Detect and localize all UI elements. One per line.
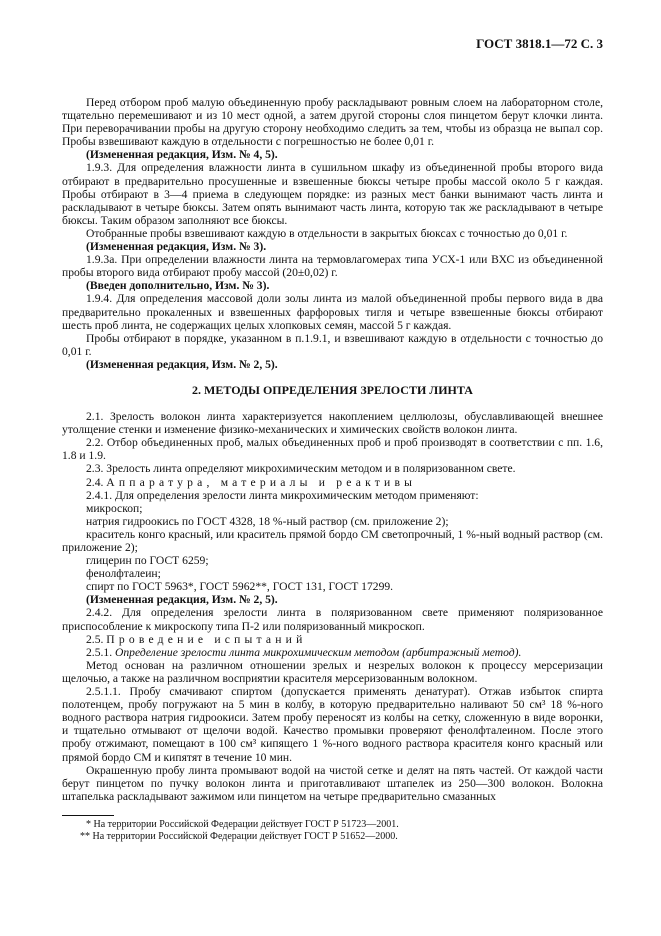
subsection-number: 2.5. bbox=[86, 632, 104, 646]
paragraph: Пробы отбирают в порядке, указанном в п.1.9.1, и взвешивают каждую в отдельности с точностью до 0,01 г. bbox=[62, 331, 603, 358]
section-title: 2. МЕТОДЫ ОПРЕДЕЛЕНИЯ ЗРЕЛОСТИ ЛИНТА bbox=[192, 382, 473, 397]
subsection-2-4 bbox=[62, 476, 603, 489]
paragraph: Перед отбором проб малую объединенную пробу раскладывают ровным слоем на лабораторном столе, тщательно перемешивают и из 10 мест одной, а затем другой стороны слоя пинцетом берут клочки линта. При переворачивании пробы на другую сторону необходимо следить за тем, чтобы из образца не выпал сор. Пробы взвешивают каждую в отдельности с погрешностью не более 0,01 г. bbox=[62, 96, 603, 149]
list-item: спирт по ГОСТ 5963*, ГОСТ 5962**, ГОСТ 131, ГОСТ 17299. bbox=[86, 580, 394, 594]
paragraph: Окрашенную пробу линта промывают водой на чистой сетке и делят на пять частей. От каждой части берут пинцетом по пучку волокон линта и приготавливают штапелек из 250—300 волокон. Волокна штапелька раскладывают зажимом или пинцетом на четыре предварительно смазанных bbox=[62, 763, 603, 803]
paragraph: Метод основан на различном отношении зрелых и незрелых волокон к процессу мерсеризации щелочью, а также на различном восприятии красителя мерсеризованным волокном. bbox=[62, 658, 603, 685]
footnote-1: * На территории Российской Федерации действует ГОСТ Р 51723—2001. bbox=[86, 819, 399, 830]
document-body bbox=[62, 96, 603, 803]
amendment-note: (Измененная редакция, Изм. № 2, 5). bbox=[86, 357, 278, 371]
amendment-note: (Измененная редакция, Изм. № 2, 5). bbox=[86, 593, 278, 607]
clause-number: 2.5.1. bbox=[86, 645, 113, 659]
paragraph: Отобранные пробы взвешивают каждую в отдельности в закрытых бюксах с точностью до 0,01 г. bbox=[86, 226, 568, 240]
paragraph-2-3: 2.3. Зрелость линта определяют микрохимическим методом и в поляризованном свете. bbox=[86, 462, 516, 476]
paragraph-1-9-4: 1.9.4. Для определения массовой доли золы линта из малой объединенной пробы первого вида в два предварительно прокаленных и взвешенных фарфоровых тигля и четыре взвешенные бюксы отбирают шесть проб линта, не содержащих целых хлопковых семян, массой 5 г каждая. bbox=[62, 292, 603, 332]
paragraph-2-5-1-1: 2.5.1.1. Пробу смачивают спиртом (допускается применять денатурат). Отжав избыток спирта полотенцем, пробу погружают на 5 мин в колбу, в которую предварительно наливают 50 см³ 18 %-ного водного раствора натрия гидроокиси. Затем пробу переносят из колбы на сетку, сложенную в виде воронки, и тщательно отмывают от щелочи водой. Качество промывки проверяют фенолфталеином. После этого пробу отжимают, помещают в 100 см³ кипящего 1 %-ного водного раствора красителя конго красный или прямой бордо СМ и кипятят в течение 10 мин. bbox=[62, 685, 603, 764]
list-item: натрия гидроокись по ГОСТ 4328, 18 %-ный раствор (см. приложение 2); bbox=[86, 514, 449, 528]
paragraph-2-1: 2.1. Зрелость волокон линта характеризуется накоплением целлюлозы, обуславливающей внешнее утолщение стенки и изменение физико-механических и химических свойств волокон линта. bbox=[62, 410, 603, 437]
paragraph-2-4-1: 2.4.1. Для определения зрелости линта микрохимическим методом применяют: bbox=[86, 488, 479, 502]
list-item: глицерин по ГОСТ 6259; bbox=[86, 554, 209, 568]
paragraph-1-9-3a: 1.9.3а. При определении влажности линта на термовлагомерах типа УСХ-1 или ВХС из объединенной пробы второго вида отбирают пробу массой (20±0,02) г. bbox=[62, 253, 603, 280]
paragraph-2-2: 2.2. Отбор объединенных проб, малых объединенных проб и проб производят в соответствии с пп. 1.6, 1.8 и 1.9. bbox=[62, 436, 603, 463]
amendment-note: (Измененная редакция, Изм. № 4, 5). bbox=[86, 148, 278, 162]
list-item: микроскоп; bbox=[86, 501, 143, 515]
footnote-divider bbox=[62, 815, 114, 816]
footnote-2: ** На территории Российской Федерации действует ГОСТ Р 51652—2000. bbox=[80, 831, 398, 842]
clause-title: Определение зрелости линта микрохимическим методом (арбитражный метод). bbox=[115, 645, 522, 659]
paragraph-2-4-2: 2.4.2. Для определения зрелости линта в поляризованном свете применяют поляризованное приспособление к микроскопу типа П-2 или поляризованный микроскоп. bbox=[62, 606, 603, 633]
amendment-note: (Измененная редакция, Изм. № 3). bbox=[86, 240, 267, 254]
page-header: ГОСТ 3818.1—72 С. 3 bbox=[476, 36, 603, 51]
subsection-title: Аппаратура, материалы и реактивы bbox=[106, 475, 417, 489]
amendment-note: (Введен дополнительно, Изм. № 3). bbox=[86, 279, 270, 293]
subsection-2-5 bbox=[62, 633, 603, 646]
paragraph-1-9-3: 1.9.3. Для определения влажности линта в сушильном шкафу из объединенной пробы второго вида отбирают в предварительно просушенные и взвешенные бюксы четыре пробы массой около 5 г каждая. Пробы отбирают в 3—4 приема в следующем порядке: из разных мест банки вынимают часть линта и раскладывают в четыре бюксы. Затем опять вынимают часть линта, которую так же раскладывают в четыре бюксы. Таким образом заполняют все бюксы. bbox=[62, 161, 603, 227]
paragraph-2-5-1 bbox=[62, 646, 603, 659]
list-item: краситель конго красный, или краситель прямой бордо СМ светопрочный, 1 %-ный водный раствор (см. приложение 2); bbox=[62, 527, 603, 554]
list-item: фенолфталеин; bbox=[86, 567, 161, 581]
subsection-title: Проведение испытаний bbox=[106, 632, 307, 646]
subsection-number: 2.4. bbox=[86, 475, 104, 489]
